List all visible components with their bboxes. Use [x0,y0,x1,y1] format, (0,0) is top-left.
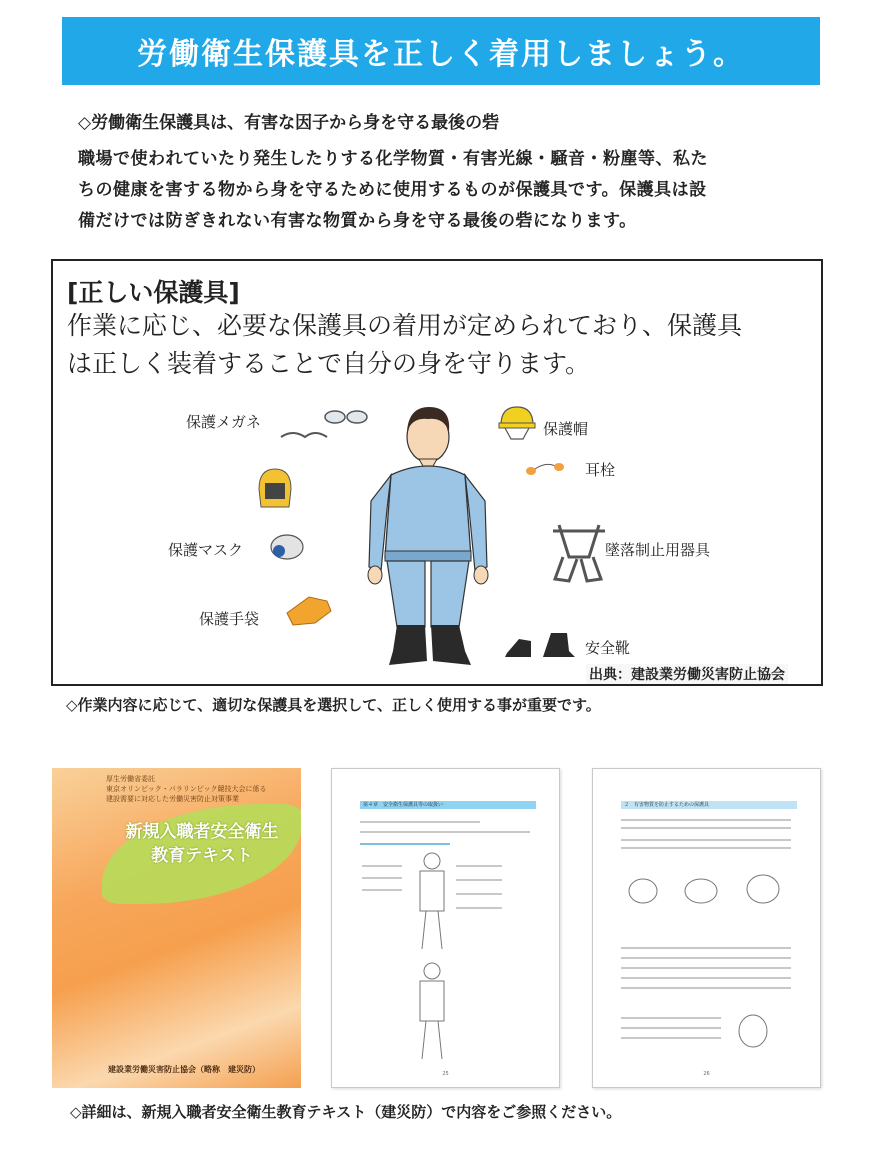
banner-title: 労働衛生保護具を正しく着用しましょう。 [137,37,745,72]
label-boots: 安全靴 [585,639,631,657]
intro-line: 備だけでは防ぎきれない有害な物質から身を守る最後の砦になります。 [78,211,637,231]
textbook-page-1 [331,768,560,1088]
equipment-text-line: は正しく装着することで自分の身を守ります。 [67,349,591,378]
selection-note: ◇作業内容に応じて、適切な保護具を選択して、正しく使用する事が重要です。 [66,696,601,714]
label-helmet: 保護帽 [543,420,589,438]
worker-illustration [53,261,825,688]
textbook-cover [52,768,301,1088]
worker-figure [368,407,488,665]
face-shield-icon [259,469,291,507]
cover-top-line: 厚生労働省委託 [106,775,155,783]
mask-icon [271,535,303,559]
page-mask-illustration [593,769,822,1089]
textbook-page-2 [592,768,821,1088]
label-goggles: 保護メガネ [186,413,262,431]
cover-top-line: 東京オリンピック・パラリンピック競技大会に係る [106,785,267,793]
cover-publisher: 建設業労働災害防止協会（略称 建災防） [108,1065,260,1074]
cover-title-line: 新規入職者安全衛生 [125,822,279,842]
intro-line: 職場で使われていたり発生したりする化学物質・有害光線・騒音・粉塵等、私た [78,149,708,169]
page-header: ２ 有害物質を防止するための保護具 [621,801,797,809]
cover-top-line: 建設需要に対応した労働災害防止対策事業 [106,795,239,803]
label-harness: 墜落制止用器具 [605,541,711,559]
equipment-text-line: 作業に応じ、必要な保護具の着用が定められており、保護具 [67,311,743,340]
cover-title-line: 教育テキスト [151,846,253,866]
equipment-box-title: [正しい保護具] [67,278,240,307]
image-source: 出典：建設業労働災害防止協会 [586,664,788,684]
intro-heading: ◇労働衛生保護具は、有害な因子から身を守る最後の砦 [78,113,500,133]
equipment-box [51,259,823,686]
intro-line: ちの健康を害する物から身を守るために使用するものが保護具です。保護具は設 [78,180,707,200]
page-header: 第４章 安全衛生保護具等の取扱い [360,801,536,809]
reference-note: ◇詳細は、新規入職者安全衛生教育テキスト（建災防）で内容をご参照ください。 [70,1103,622,1121]
goggles-icon [281,411,367,437]
page-worker-illustration [332,769,561,1089]
cover-title [112,820,292,868]
gloves-icon [287,597,331,625]
cover-commission [106,774,296,804]
label-earplugs: 耳栓 [585,461,616,479]
page-banner [62,17,820,85]
earplugs-icon [526,463,564,475]
label-gloves: 保護手袋 [199,610,260,628]
hard-hat-icon [499,407,535,439]
page-number: 26 [703,1071,710,1077]
label-mask: 保護マスク [168,541,244,559]
intro-paragraph [78,144,813,237]
page-number: 25 [442,1071,449,1077]
boots-icon [505,633,575,657]
harness-icon [553,525,605,581]
